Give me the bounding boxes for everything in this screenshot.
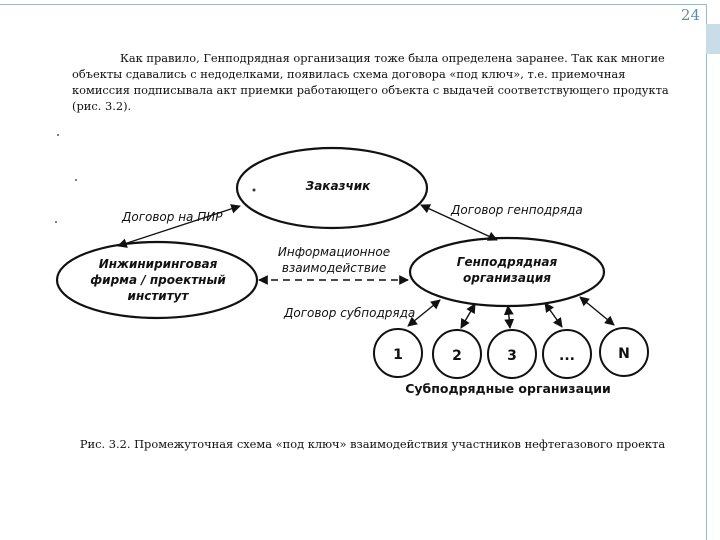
info-interaction-label-line1: Информационное xyxy=(277,245,391,259)
subcontractor-n-label: N xyxy=(618,346,630,362)
subcontractor-3-label: 3 xyxy=(507,348,517,364)
scan-speck xyxy=(57,134,59,136)
scan-speck xyxy=(55,221,57,223)
subcontract-label: Договор субподряда xyxy=(284,306,416,320)
general-contract-label: Договор генподряда xyxy=(451,203,583,217)
page-number: 24 xyxy=(680,6,700,24)
general-contractor-label-line1: Генподрядная xyxy=(456,255,558,269)
subcontract-arrow-4 xyxy=(545,303,562,327)
customer-label: Заказчик xyxy=(305,179,371,193)
scan-speck xyxy=(75,179,77,181)
subcontract-arrow-2 xyxy=(461,304,475,328)
subcontractor-2-label: 2 xyxy=(452,348,462,364)
body-paragraph: Как правило, Генподрядная организация тоже была определена заранее. Так как многие объекты сдавались с недоделками, появилась схема договора «под ключ», т.е. приемочная комиссия подписывала акт приемки работающего объекта с выдачей соответствующего продукта (рис. 3.2). xyxy=(72,51,669,113)
figure-caption: Рис. 3.2. Промежуточная схема «под ключ» взаимодействия участников нефтегазового проекта xyxy=(79,437,666,451)
scan-speck xyxy=(253,189,256,192)
subcontract-arrow-5 xyxy=(580,297,614,325)
engineering-label-line2: фирма / проектный xyxy=(90,273,226,287)
subcontractor-ellipsis-label: ... xyxy=(559,348,575,364)
info-interaction-label-line2: взаимодействие xyxy=(281,261,387,275)
subcontractor-1-label: 1 xyxy=(393,347,403,363)
pir-contract-label: Договор на ПИР xyxy=(122,210,223,224)
engineering-label-line1: Инжиниринговая xyxy=(98,257,218,271)
subcontractors-label: Субподрядные организации xyxy=(405,381,611,396)
engineering-label-line3: институт xyxy=(127,289,189,303)
subcontract-arrow-3 xyxy=(508,306,510,328)
general-contractor-label-line2: организация xyxy=(463,271,551,285)
